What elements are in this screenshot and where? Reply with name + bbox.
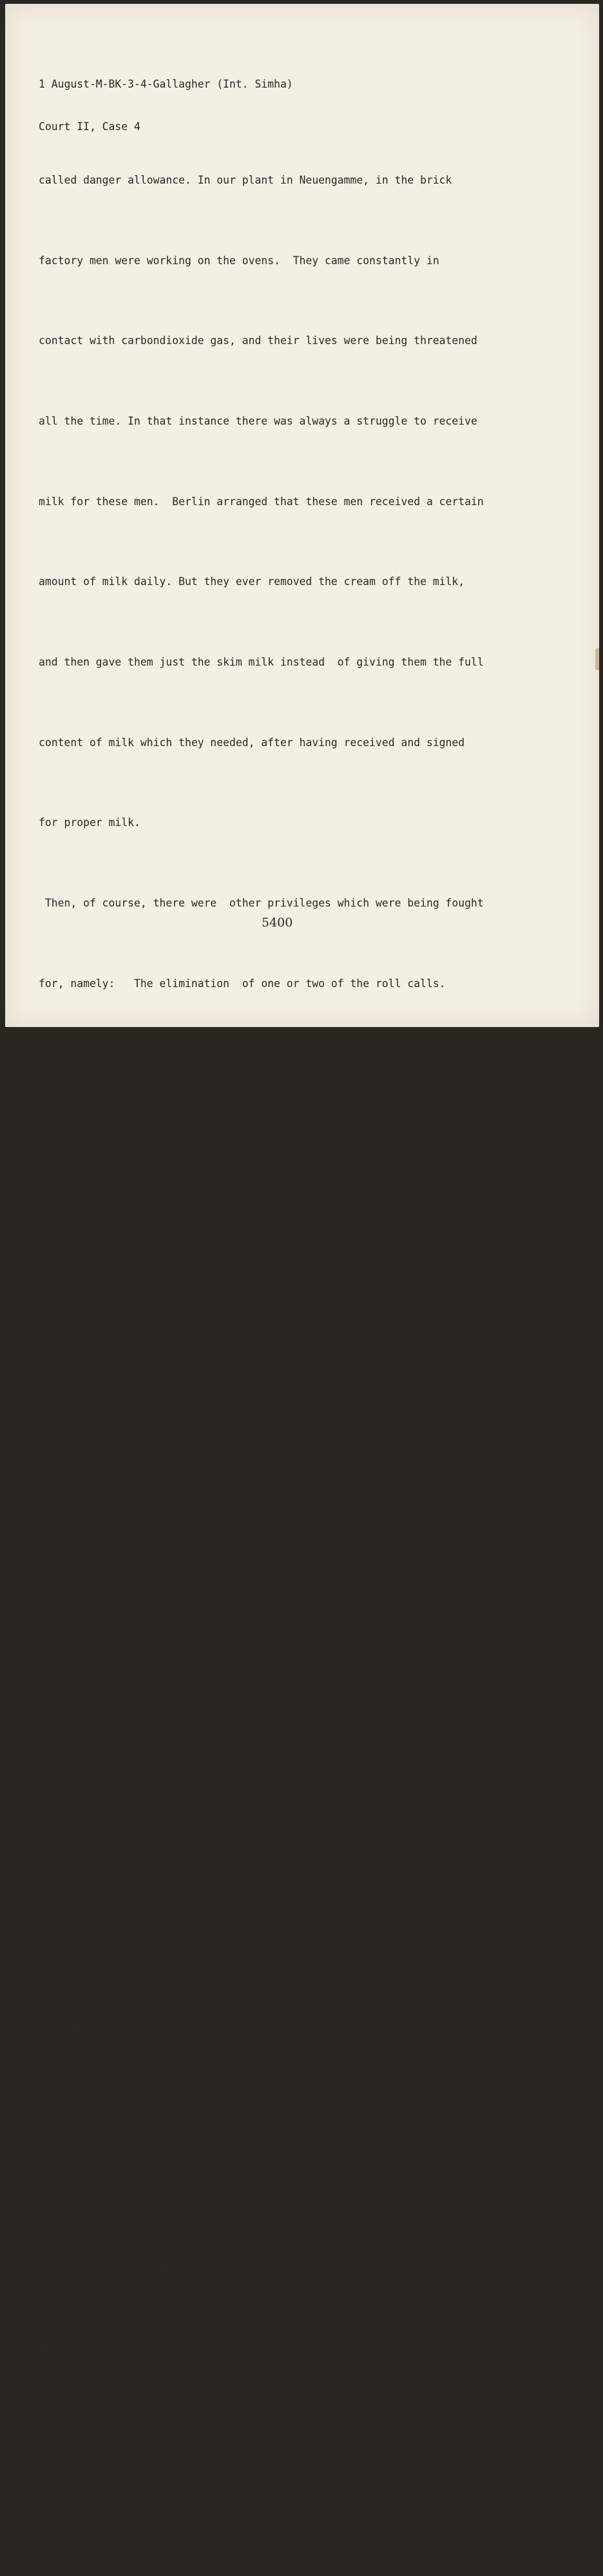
body-line: did not have anything themselves, which they could offer. Then we bbox=[39, 2262, 465, 2274]
body-line: for instance, for twenty marks we could buy a large amount of red bbox=[39, 2021, 465, 2033]
body-line: factory men were working on the ovens. They came constantly in bbox=[39, 254, 439, 267]
body-line: human being would not possibly believe if one would tell him, that bbox=[39, 1941, 465, 1954]
page-number: 5400 bbox=[262, 916, 293, 930]
body-line: Then, of course, there were other privileges which were being fought bbox=[39, 896, 484, 909]
body-line: the morning. The inmates were not machines. All these hardships which bbox=[39, 1459, 477, 1472]
body-line: and one at noon; two were to be eliminated. Sofar, these privileges bbox=[39, 1137, 484, 1150]
body-line: all the time. In that instance there was always a struggle to receive bbox=[39, 415, 477, 428]
body-line: amount of milk daily. But they ever removed the cream off the milk, bbox=[39, 575, 465, 588]
body-line: and then gave them just the skim milk instead of giving them the full bbox=[39, 655, 484, 668]
header-line-1: 1 August-M-BK-3-4-Gallagher (Int. Simha) bbox=[39, 78, 293, 90]
document-page bbox=[5, 4, 599, 2515]
body-line: for proper milk. bbox=[39, 816, 140, 829]
body-line: beets and just as much sauerkohl, a few pieces of sand-soap as soap, bbox=[39, 2101, 484, 2114]
body-line: ing conditions themselves. Then in the billetting at the camp,and bbox=[39, 2423, 459, 2436]
paper-edge-mark bbox=[595, 648, 599, 670]
body-line: milk for these men. Berlin arranged that these men received a certain bbox=[39, 495, 484, 508]
body-line: the installation of canteens for the inmates. These inmate canteens, bbox=[39, 1700, 477, 1713]
body-line: content of milk which they needed, after having received and signed bbox=[39, 736, 465, 749]
body-line: the concentration camp commander. Before the inmates had left for work bbox=[39, 1298, 484, 1311]
body-line: they suffered standing for roll call resulted in less work, and the bbox=[39, 1539, 465, 1552]
body-line: for, namely: The elimination of one or two of the roll calls. bbox=[39, 977, 446, 990]
body-line: were supported by normal working conditions, they were carried out by bbox=[39, 1218, 477, 1231]
body-line: called danger allowance. In our plant in Neuengamme, in the brick bbox=[39, 174, 452, 187]
header-line-2: Court II, Case 4 bbox=[39, 120, 140, 133]
body-line: of course, did not have any large supply, or important things for sale. bbox=[39, 1780, 490, 1793]
body-line: had further privileges, which were the following, namely: The work- bbox=[39, 2342, 472, 2355]
body-line: same applied to the noon roll call. An additional privilege was then bbox=[39, 1619, 477, 1632]
body-line: in certain other things, which are not made so important. bbox=[39, 2503, 401, 2515]
body-line: and as a center piece, we would receive a few cigarettes. But they bbox=[39, 2182, 472, 2195]
body-line: It was more of a joke what one could buy there, and a normal thinking bbox=[39, 1860, 477, 1873]
body-line: There were three roll calls, one in the evening, one in the morning, bbox=[39, 1057, 472, 1070]
body-line: contact with carbondioxide gas, and their lives were being threatened bbox=[39, 334, 477, 347]
document-body bbox=[39, 113, 490, 2576]
body-line: they had already stood in line for one or two hours for a roll call in bbox=[39, 1378, 490, 1391]
